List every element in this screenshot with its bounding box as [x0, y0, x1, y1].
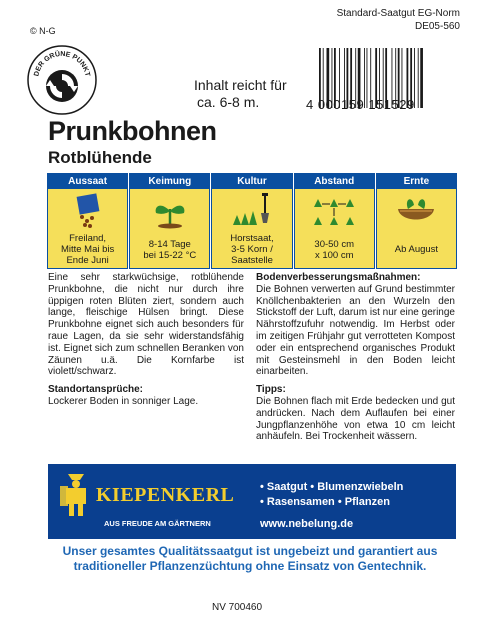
- card-text-line: Ende Juni: [66, 255, 109, 266]
- brand-url[interactable]: www.nebelung.de: [260, 518, 354, 530]
- card-keimung: [129, 173, 210, 269]
- card-text-line: bei 15-22 °C: [143, 249, 197, 261]
- gruener-punkt-logo: [26, 44, 98, 116]
- product-title: Prunkbohnen: [48, 116, 217, 146]
- card-label: Kultur: [212, 174, 291, 189]
- ng-mark: © N-G: [30, 26, 56, 36]
- site-text: Lockerer Boden in sonniger Lage.: [48, 395, 199, 407]
- card-abstand: [294, 173, 375, 269]
- barcode-digits: 4 000159 151529: [306, 97, 415, 112]
- seed-bag-icon: [68, 191, 108, 229]
- info-cards: [47, 173, 457, 269]
- card-text-line: Horstsaat,: [230, 233, 274, 244]
- content-info: [194, 77, 287, 111]
- brand-list-item: • Saatgut • Blumenzwiebeln: [260, 481, 404, 493]
- content-line-1: Inhalt reicht für: [194, 77, 287, 93]
- brand-product-list: [260, 480, 403, 510]
- card-text-line: Mitte Mai bis: [60, 244, 115, 255]
- product-code: DE05-560: [414, 21, 460, 32]
- card-label: Abstand: [295, 174, 374, 189]
- brand-list-item: • Rasensamen • Pflanzen: [260, 496, 390, 508]
- spacing-icon: [306, 191, 362, 229]
- card-text-line: Saatstelle: [231, 255, 273, 266]
- brand-name: KIEPENKERL: [96, 484, 235, 506]
- content-line-2: ca. 6-8 m.: [197, 94, 260, 110]
- tips-heading: Tipps:: [256, 384, 286, 396]
- standard-info: [337, 7, 460, 33]
- card-text-line: Freiland,: [69, 233, 107, 244]
- card-text-line: x 100 cm: [314, 249, 354, 261]
- card-text-line: 30-50 cm: [314, 238, 355, 250]
- card-text-line: Ab August: [394, 244, 439, 255]
- card-text-line: 3-5 Korn /: [231, 244, 273, 255]
- spade-icon: [227, 191, 277, 229]
- quality-line-1: Unser gesamtes Qualitätssaatgut ist ungebeizt und garantiert aus: [62, 544, 438, 558]
- brand-tagline: AUS FREUDE AM GÄRTNERN: [104, 519, 211, 528]
- harvest-bowl-icon: [394, 191, 438, 229]
- soil-heading: Bodenverbesserungsmaßnahmen:: [256, 272, 421, 283]
- description-intro: Eine sehr starkwüchsige, rotblühende Prunkbohne, die nicht nur durch ihre üppigen roten Blüten ziert, sondern auch lange, fleischige Hülsen bringt. Diese Prunkbohne eignet sich auch besonders für raue Lagen, da sie sehr widerstandsfähig ist. Eignet sich zum schnellen Beranken von Zäunen u.ä. Die Kornfarbe ist violett/schwarz.: [48, 272, 244, 378]
- tips-text: Die Bohnen flach mit Erde bedecken und gut andrücken. Nach dem Auflaufen bei einer Jungpflanzenhöhe von etwa 10 cm leicht anhäufeln. Bei Trockenheit wässern.: [256, 395, 455, 443]
- gp-ring-text: DER GRÜNE PUNKT: [33, 50, 91, 78]
- card-aussaat: [47, 173, 128, 269]
- sprout-icon: [150, 191, 190, 229]
- product-subtitle: Rotblühende: [48, 148, 152, 167]
- card-label: Keimung: [130, 174, 209, 189]
- card-text-line: 8-14 Tage: [148, 238, 191, 250]
- card-label: Aussaat: [48, 174, 127, 189]
- site-heading: Standortansprüche:: [48, 384, 144, 396]
- quality-line-2: traditioneller Pflanzenzüchtung ohne Einsatz von Gentechnik.: [73, 559, 427, 573]
- card-kultur: [211, 173, 292, 269]
- right-column: [256, 272, 455, 445]
- quality-note: [40, 544, 460, 574]
- nv-number: NV 700460: [212, 602, 263, 613]
- card-label: Ernte: [377, 174, 456, 189]
- left-column: [48, 272, 244, 410]
- barcode-bar: [418, 48, 419, 108]
- kiepenkerl-figure-icon: [58, 470, 94, 518]
- standard-line: Standard-Saatgut EG-Norm: [336, 8, 460, 19]
- card-ernte: [376, 173, 457, 269]
- barcode-bar: [420, 48, 423, 108]
- brand-banner: [48, 464, 456, 539]
- soil-text: Die Bohnen verwerten auf Grund bestimmter Knöllchenbakterien an den Wurzeln den Stickstoff der Luft, darum ist nur eine geringe Nährstoffzufuhr notwendig. Im Herbst oder im zeitigen Frühjahr gut verrotteten Kompost oder ein entsprechend organisches Produkt mit Gesteinsmehl in den Boden leicht einarbeiten.: [256, 283, 455, 378]
